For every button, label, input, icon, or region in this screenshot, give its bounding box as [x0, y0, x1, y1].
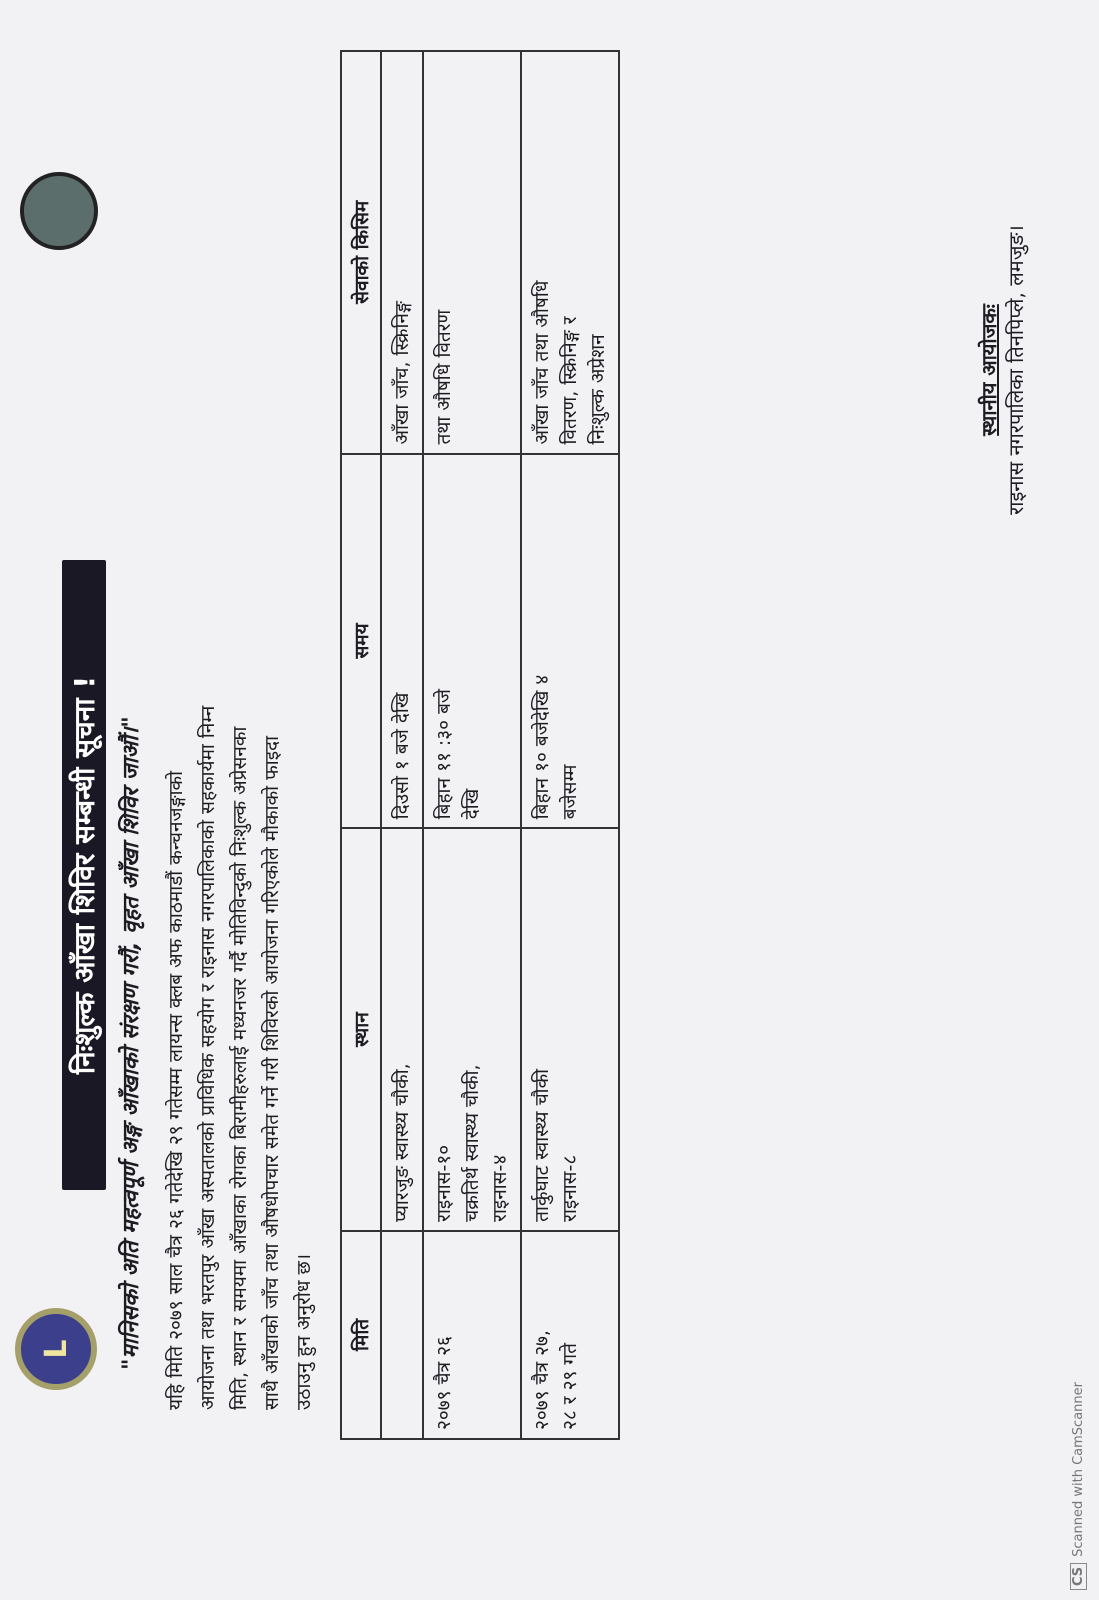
municipality-logo — [20, 172, 98, 250]
table-header-row — [341, 51, 381, 1439]
notice-title: निःशुल्क आँखा शिविर सम्बन्धी सूचना ! — [62, 560, 106, 1190]
table-row — [381, 51, 423, 1439]
paragraph-line: यहि मिति २०७९ साल चैत्र २६ गतेदेखि २९ गतेसम्म लायन्स क्लब अफ काठमाडौं कन्चनजङ्गाको — [165, 770, 187, 1410]
camscanner-text: Scanned with CamScanner — [1071, 1382, 1086, 1557]
cell-time: बिहान १० बजेदेखि ४ बजेसम्म — [521, 454, 619, 829]
header-location: स्थान — [341, 828, 381, 1231]
paragraph-line: साथै आँखाको जाँच तथा औषधोपचार समेत गर्ने गरी शिविरको आयोजना गरिएकोले मौकाको फाइदा — [261, 735, 283, 1410]
notice-paragraph — [160, 10, 320, 1410]
header-service: सेवाको किसिम — [341, 51, 381, 454]
paragraph-line: उठाउनु हुन अनुरोध छ। — [293, 1253, 315, 1410]
cell-time: दिउसो १ बजे देखि — [381, 454, 423, 829]
organizer-name: राइनास नगरपालिका तिनपिप्ले, लमजुङ। — [1004, 225, 1028, 515]
cell-date: २०७९ चैत्र २६ — [423, 1231, 521, 1439]
cell-service: तथा औषधि वितरण — [423, 51, 521, 454]
table-row — [521, 51, 619, 1439]
cell-location: प्यारजुङ स्वास्थ्य चौकी, — [381, 828, 423, 1231]
lions-club-logo — [15, 1308, 97, 1390]
organizer-label: स्थानीय आयोजकः — [977, 304, 1001, 436]
cell-service: आँखा जाँच तथा औषधि वितरण, स्क्रिनिङ्ग र निःशुल्क अप्रेशन — [521, 51, 619, 454]
table-row — [423, 51, 521, 1439]
organizer-block — [975, 90, 1029, 650]
schedule-table — [340, 50, 620, 1440]
cell-location: राइनास-१० चक्रतिर्थ स्वास्थ्य चौकी, राइनास-४ — [423, 828, 521, 1231]
cell-date — [381, 1231, 423, 1439]
cell-location: तार्कुघाट स्वास्थ्य चौकी राइनास-८ — [521, 828, 619, 1231]
notice-quote: "मानिसको अति महत्वपूर्ण अङ्ग आँखाको संरक्षण गरौं, वृहत आँखा शिविर जाऔं।" — [119, 716, 144, 1370]
scanner-watermark — [1070, 1382, 1087, 1590]
paragraph-line: मिति, स्थान र समयमा आँखाका रोगका बिरामीहरुलाई मध्यनजर गर्दै मोतिविन्दुको निःशुल्क अप्रेसनका — [229, 726, 251, 1410]
camscanner-badge: CS — [1070, 1563, 1087, 1590]
paragraph-line: आयोजना तथा भरतपुर आँखा अस्पतालको प्राविधिक सहयोग र राइनास नगरपालिकाको सहकार्यमा निम्न — [197, 705, 219, 1410]
cell-date: २०७९ चैत्र २७, २८ र २९ गते — [521, 1231, 619, 1439]
cell-time: बिहान ११ :३० बजे देखि — [423, 454, 521, 829]
lions-logo-letter: L — [38, 1339, 74, 1359]
header-time: समय — [341, 454, 381, 829]
cell-service: आँखा जाँच, स्क्रिनिङ्ग — [381, 51, 423, 454]
header-date: मिति — [341, 1231, 381, 1439]
